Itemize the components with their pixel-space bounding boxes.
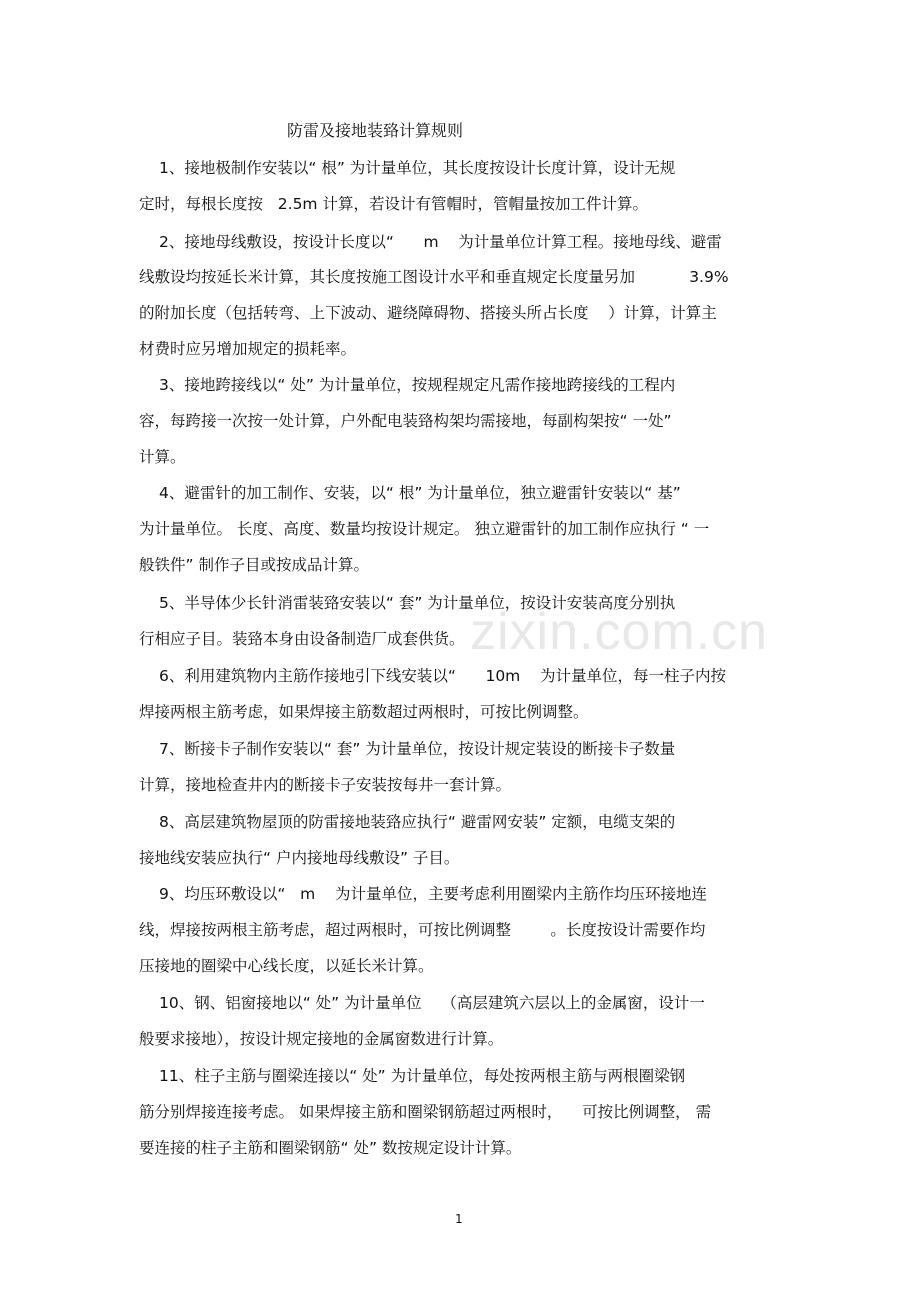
rule-8-line-2: 接地线安装应执行“ 户内接地母线敷设” 子目。 (139, 849, 460, 867)
rule-2-line-1: 2、接地母线敷设，按设计长度以“ m 为计量单位计算工程。接地母线、避雷 (159, 233, 722, 251)
rule-9-line-3: 压接地的圈梁中心线长度，以延长米计算。 (139, 957, 434, 975)
rule-4-line-2: 为计量单位。 长度、高度、数量均按设计规定。 独立避雷针的加工制作应执行 “ 一 (139, 520, 710, 538)
rule-11-line-1: 11、柱子主筋与圈梁连接以“ 处” 为计量单位，每处按两根主筋与两根圈梁钢 (159, 1067, 686, 1085)
rule-11-line-2: 筋分别焊接连接考虑。 如果焊接主筋和圈梁钢筋超过两根时， 可按比例调整， 需 (139, 1103, 712, 1121)
rule-6-line-2: 焊接两根主筋考虑，如果焊接主筋数超过两根时，可按比例调整。 (139, 703, 589, 721)
rule-1-line-2: 定时，每根长度按 2.5m 计算，若设计有管帽时，管帽量按加工件计算。 (139, 195, 648, 213)
rule-6-line-1: 6、利用建筑物内主筋作接地引下线安装以“ 10m 为计量单位，每一柱子内按 (159, 667, 726, 685)
rule-10-line-2: 般要求接地），按设计规定接地的金属窗数进行计算。 (139, 1030, 504, 1048)
rule-5-line-1: 5、半导体少长针消雷装臵安装以“ 套” 为计量单位，按设计安装高度分别执 (159, 594, 676, 612)
rule-2-line-4: 材费时应另增加规定的损耗率。 (139, 340, 357, 358)
page-title: 防雷及接地装臵计算规则 (287, 121, 464, 140)
rule-3-line-2: 容，每跨接一次按一处计算，户外配电装臵构架均需接地，每副构架按“ 一处” (139, 412, 672, 430)
rule-7-line-2: 计算，接地检查井内的断接卡子安装按每井一套计算。 (139, 776, 512, 794)
rule-4-line-3: 般铁件” 制作子目或按成品计算。 (139, 556, 369, 574)
rule-10-line-1: 10、钢、铝窗接地以“ 处” 为计量单位 （高层建筑六层以上的金属窗，设计一 (159, 994, 705, 1012)
rule-2-line-2: 线敷设均按延长米计算，其长度按施工图设计水平和垂直规定长度量另加 3.9% (139, 268, 729, 286)
rule-1-line-1: 1、接地极制作安装以“ 根” 为计量单位，其长度按设计长度计算，设计无规 (159, 159, 676, 177)
rule-11-line-3: 要连接的柱子主筋和圈梁钢筋“ 处” 数按规定设计计算。 (139, 1139, 522, 1157)
rule-9-line-1: 9、均压环敷设以“ m 为计量单位，主要考虑利用圈梁内主筋作均压环接地连 (159, 885, 707, 903)
page-number: 1 (455, 1212, 463, 1226)
rule-4-line-1: 4、避雷针的加工制作、安装，以“ 根” 为计量单位，独立避雷针安装以“ 基” (159, 484, 681, 502)
rule-5-line-2: 行相应子目。装臵本身由设备制造厂成套供货。 (139, 630, 465, 648)
rule-3-line-1: 3、接地跨接线以“ 处” 为计量单位，按规程规定凡需作接地跨接线的工程内 (159, 376, 676, 394)
rule-2-line-3: 的附加长度（包括转弯、上下波动、避绕障碍物、搭接头所占长度 ）计算，计算主 (139, 304, 717, 322)
rule-7-line-1: 7、断接卡子制作安装以“ 套” 为计量单位，按设计规定装设的断接卡子数量 (159, 740, 676, 758)
rule-9-line-2: 线，焊接按两根主筋考虑，超过两根时，可按比例调整 。长度按设计需要作均 (139, 921, 706, 939)
rule-8-line-1: 8、高层建筑物屋顶的防雷接地装臵应执行“ 避雷网安装” 定额，电缆支架的 (159, 813, 676, 831)
watermark: zixin.com.cn (470, 603, 769, 661)
rule-3-line-3: 计算。 (139, 448, 186, 466)
